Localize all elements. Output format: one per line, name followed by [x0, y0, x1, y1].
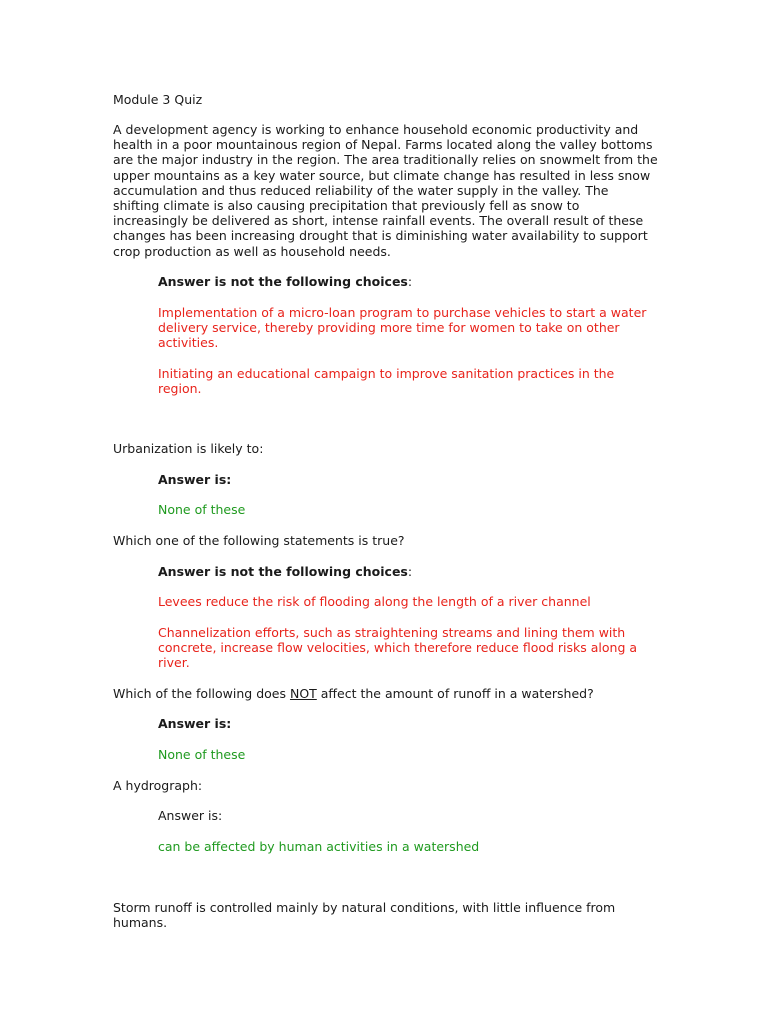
q5-question: A hydrograph:	[113, 778, 203, 793]
q2-answer: None of these	[158, 502, 246, 517]
q6-question: Storm runoff is controlled mainly by natural conditions, with little influence from humans.	[113, 900, 616, 931]
q3-answer-label	[158, 564, 412, 579]
q5-answer-label: Answer is:	[158, 808, 223, 823]
q2-question: Urbanization is likely to:	[113, 441, 264, 456]
q3-choice-1: Levees reduce the risk of flooding along the length of a river channel	[158, 594, 591, 609]
q2-answer-label: Answer is:	[158, 472, 232, 487]
q1-answer-label	[158, 274, 412, 289]
q4-question	[113, 686, 594, 701]
page-title: Module 3 Quiz	[113, 92, 203, 107]
q4-answer: None of these	[158, 747, 246, 762]
intro-paragraph: A development agency is working to enhance household economic productivity and health in a poor mountainous region of Nepal. Farms located along the valley bottoms are the major industry in the region. The area traditionally relies on snowmelt from the upper mountains as a key water source, but climate change has resulted in less snow accumulation and thus reduced reliability of the water supply in the valley. The shifting climate is also causing precipitation that previously fell as snow to increasingly be delivered as short, intense rainfall events. The overall result of these changes has been increasing drought that is diminishing water availability to support crop production as well as household needs.	[113, 122, 658, 259]
q5-answer: can be affected by human activities in a watershed	[158, 839, 480, 854]
q3-choice-2: Channelization efforts, such as straightening streams and lining them with concrete, increase flow velocities, which therefore reduce flood risks along a river.	[158, 625, 638, 671]
q3-answer-label-text: Answer is not the following choices	[158, 564, 408, 579]
q4-question-before: Which of the following does	[113, 686, 290, 701]
q4-question-underlined: NOT	[289, 686, 317, 701]
q1-answer-label-colon: :	[407, 274, 413, 289]
q1-choice-1: Implementation of a micro-loan program to purchase vehicles to start a water delivery service, thereby providing more time for women to take on other activities.	[158, 305, 647, 351]
q3-question: Which one of the following statements is true?	[113, 533, 405, 548]
q4-question-after: affect the amount of runoff in a watershed?	[316, 686, 594, 701]
q1-choice-2: Initiating an educational campaign to improve sanitation practices in the region.	[158, 366, 615, 397]
q4-answer-label: Answer is:	[158, 716, 232, 731]
q1-answer-label-text: Answer is not the following choices	[158, 274, 408, 289]
q3-answer-label-colon: :	[407, 564, 413, 579]
